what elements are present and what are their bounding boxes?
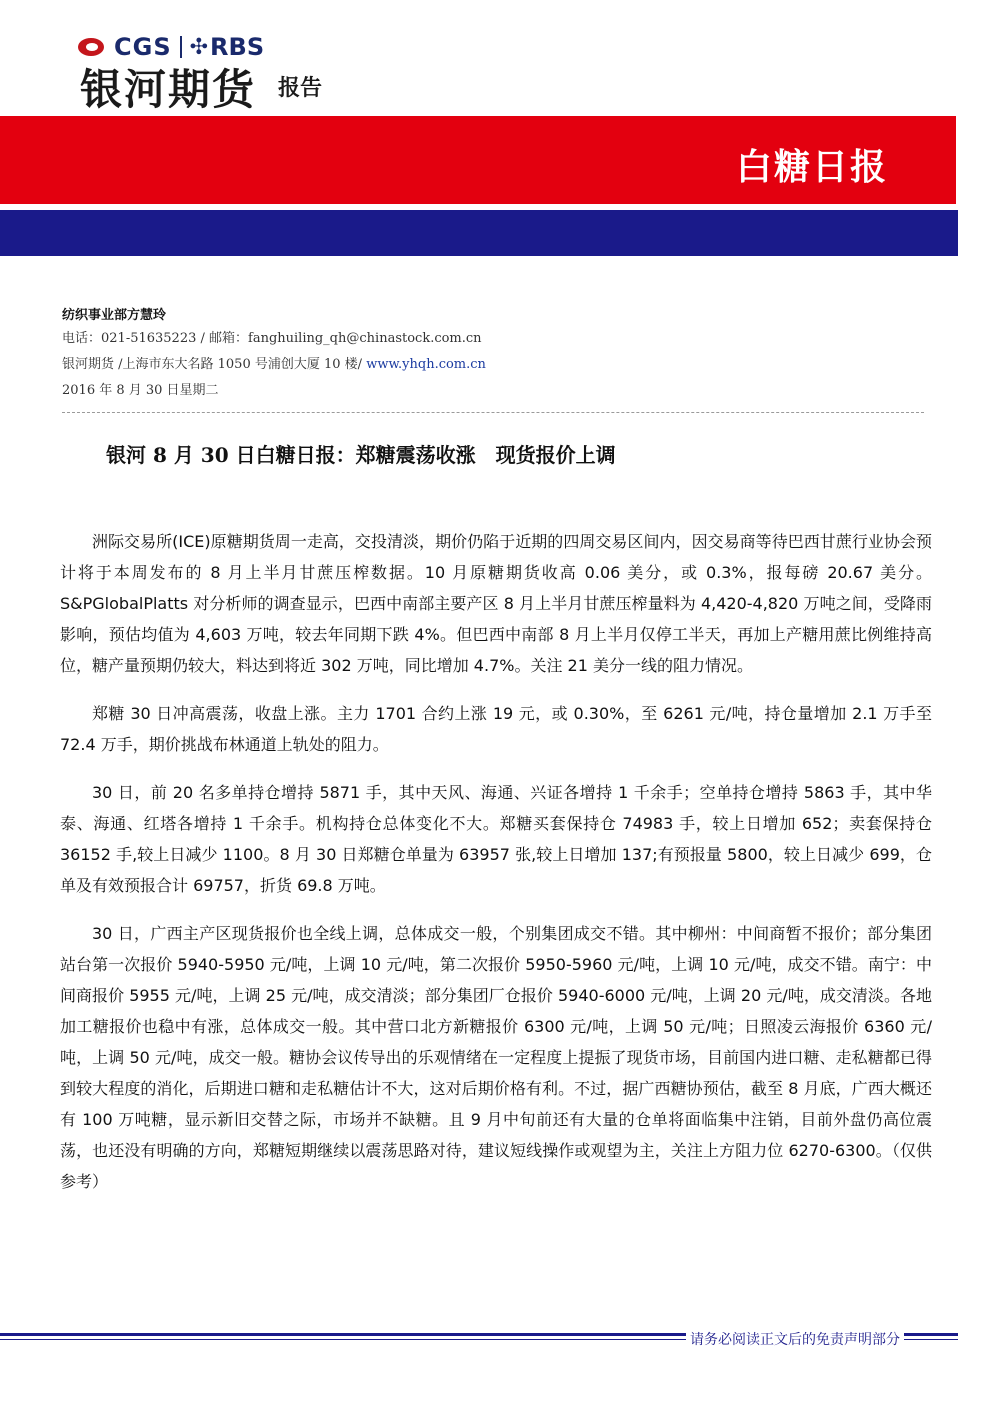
company-name: 银河期货 xyxy=(80,65,257,114)
divider xyxy=(62,412,924,413)
report-date: 2016 年 8 月 30 日星期二 xyxy=(62,383,219,398)
logo-rbs-text: RBS xyxy=(210,33,265,61)
author-department: 纺织事业部方慧玲 xyxy=(62,308,167,323)
blue-banner xyxy=(0,210,958,256)
article-headline: 银河 8 月 30 日白糖日报：郑糖震荡收涨 现货报价上调 xyxy=(106,443,616,467)
paragraph: 郑糖 30 日冲高震荡，收盘上涨。主力 1701 合约上涨 19 元，或 0.30%，至 6261 元/吨，持仓量增加 2.1 万手至 72.4 万手，期价挑战布林通道上轨处的阻力。 xyxy=(60,704,932,754)
logo-cgs-text: CGS xyxy=(114,33,172,61)
address-text: 银河期货 /上海市东大名路 1050 号浦创大厦 10 楼/ xyxy=(62,357,367,372)
disclaimer-note: 请务必阅读正文后的免责声明部分 xyxy=(686,1330,904,1350)
rbs-logo-icon: ✣ xyxy=(189,34,209,60)
paragraph: 30 日，广西主产区现货报价也全线上调，总体成交一般，个别集团成交不错。其中柳州：中间商暂不报价；部分集团站台第一次报价 5940-5950 元/吨，上调 10 元/吨，第二次报价 5950-5960 元/吨，上调 10 元/吨，成交不错。南宁：中间商报价 5955 元/吨，上调 25 元/吨，成交清淡；部分集团厂仓报价 5940-6000 元/吨，上调 20 元/吨，成交清淡。各地加工糖报价也稳中有涨，总体成交一般。其中营口北方新糖报价 6300 元/吨，上调 50 元/吨；日照凌云海报价 6360 元/吨，上调 50 元/吨，成交一般。糖协会议传导出的乐观情绪在一定程度上提振了现货市场，目前国内进口糖、走私糖都已得到较大程度的消化，后期进口糖和走私糖估计不大，这对后期价格有利。不过，据广西糖协预估，截至 8 月底，广西大概还有 100 万吨糖，显示新旧交替之际，市场并不缺糖。且 9 月中旬前还有大量的仓单将面临集中注销，目前外盘仍高位震荡，也还没有明确的方向，郑糖短期继续以震荡思路对待，建议短线操作或观望为主，关注上方阻力位 6270-6300。（仅供参考） xyxy=(60,924,932,1191)
paragraph: 洲际交易所(ICE)原糖期货周一走高，交投清淡，期价仍陷于近期的四周交易区间内，因交易商等待巴西甘蔗行业协会预计将于本周发布的 8 月上半月甘蔗压榨数据。10 月原糖期货收高 0.06 美分，或 0.3%，报每磅 20.67 美分。S&PGlobalPlatts 对分析师的调查显示，巴西中南部主要产区 8 月上半月甘蔗压榨量料为 4,420-4,820 万吨之间，受降雨影响，预估均值为 4,603 万吨，较去年同期下跌 4%。但巴西中南部 8 月上半月仅停工半天，再加上产糖用蔗比例维持高位，糖产量预期仍较大，料达到将近 302 万吨，同比增加 4.7%。关注 21 美分一线的阻力情况。 xyxy=(60,532,932,675)
cgs-logo-icon xyxy=(78,36,108,58)
report-title: 白糖日报 xyxy=(735,147,888,188)
website-link[interactable]: www.yhqh.com.cn xyxy=(366,357,486,372)
article-body xyxy=(60,526,932,1214)
contact-address xyxy=(62,356,486,374)
contact-phone-email: 电话：021-51635223 / 邮箱：fanghuiling_qh@chinastock.com.cn xyxy=(62,331,482,346)
logo-divider xyxy=(180,36,182,58)
logo xyxy=(78,30,264,64)
title-banner xyxy=(0,116,956,204)
report-tag: 报告 xyxy=(278,76,323,101)
paragraph: 30 日，前 20 名多单持仓增持 5871 手，其中天风、海通、兴证各增持 1 千余手；空单持仓增持 5863 手，其中华泰、海通、红塔各增持 1 千余手。机构持仓总体变化不大。郑糖买套保持仓 74983 手，较上日增加 652；卖套保持仓 36152 手,较上日减少 1100。8 月 30 日郑糖仓单量为 63957 张,较上日增加 137;有预报量 5800，较上日减少 699，仓单及有效预报合计 69757，折货 69.8 万吨。 xyxy=(60,783,932,895)
